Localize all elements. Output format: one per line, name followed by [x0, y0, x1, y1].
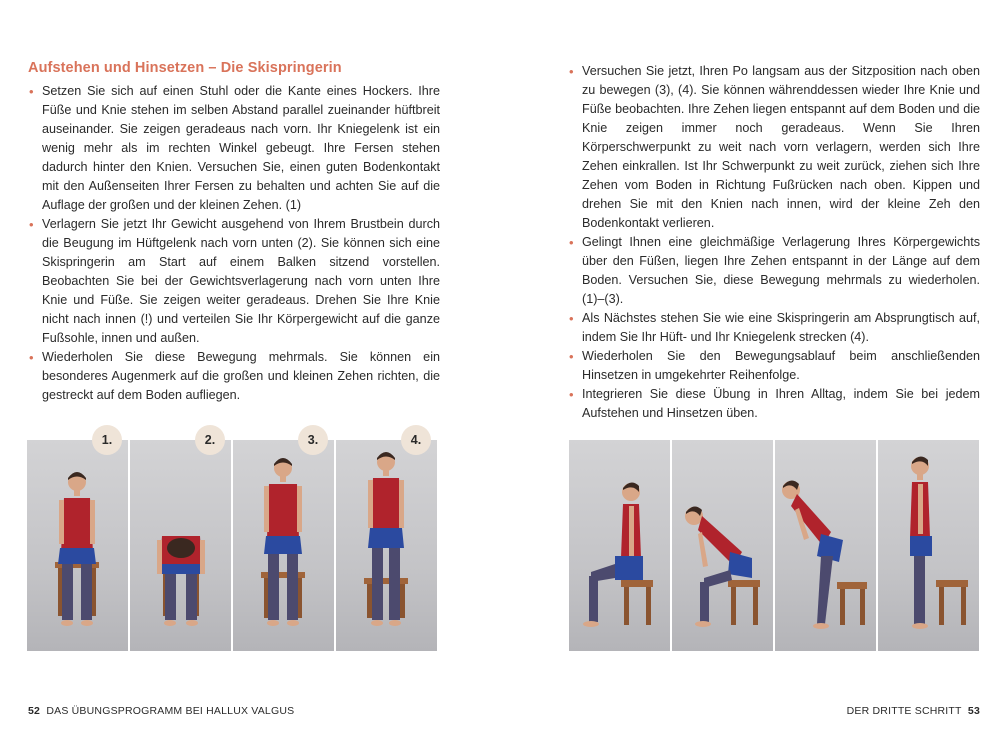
step-badge-1: 1. [92, 425, 122, 455]
woman-leaning-side-illustration [672, 440, 773, 651]
woman-rising-side-illustration [775, 440, 876, 651]
front-view-photo-strip [27, 440, 437, 651]
woman-seated-front-illustration [27, 440, 128, 651]
woman-rising-front-illustration [233, 440, 334, 651]
right-bullet-list [568, 62, 980, 423]
step-badge-2: 2. [195, 425, 225, 455]
section-heading: Aufstehen und Hinsetzen – Die Skispringerin [28, 60, 342, 76]
bullet-item: • Als Nächstes stehen Sie wie eine Skispringerin am Absprungtisch auf, indem Sie Ihr Hüft- und Ihr Kniegelenk strecken (4). [568, 309, 980, 347]
bullet-item: • Integrieren Sie diese Übung in Ihren Alltag, indem Sie bei jedem Aufstehen und Hinsetzen üben. [568, 385, 980, 423]
left-bullet-list [28, 82, 440, 405]
photo-side-leaning [672, 440, 773, 651]
page-footer-right [847, 705, 980, 717]
woman-standing-side-illustration [878, 440, 979, 651]
woman-seated-side-illustration [569, 440, 670, 651]
bullet-item: • Verlagern Sie jetzt Ihr Gewicht ausgehend von Ihrem Brustbein durch die Beugung im Hüftgelenk nach vorn unten (2). Sie können sich eine Skispringerin am Start auf einem Balken sitzend vorstellen. Beobachten Sie bei der Gewichtsverlagerung nach vorn unten Ihre Knie und Füße. Sie zeigen weiter geradeaus. Drehen Sie Ihre Knie nicht nach innen (!) und verteilen Sie Ihr Körpergewicht auf die ganze Fußsohle, innen und außen. [28, 215, 440, 348]
step-badge-4: 4. [401, 425, 431, 455]
running-footer: DER DRITTE SCHRITT [846, 705, 962, 717]
photo-front-seated [27, 440, 128, 651]
page-footer-left [28, 705, 294, 717]
page-number: 53 [967, 705, 980, 717]
photo-side-seated [569, 440, 670, 651]
photo-side-rising [775, 440, 876, 651]
photo-front-bending [130, 440, 231, 651]
step-badge-3: 3. [298, 425, 328, 455]
bullet-item: • Wiederholen Sie den Bewegungsablauf beim anschließenden Hinsetzen in umgekehrter Reihenfolge. [568, 347, 980, 385]
photo-side-standing [878, 440, 979, 651]
right-page [504, 0, 1008, 738]
photo-front-rising [233, 440, 334, 651]
running-footer: DAS ÜBUNGSPROGRAMM BEI HALLUX VALGUS [46, 705, 295, 717]
bullet-item: • Setzen Sie sich auf einen Stuhl oder die Kante eines Hockers. Ihre Füße und Knie stehen im selben Abstand parallel zueinander hüftbreit auseinander. Sie zeigen geradeaus nach vorn. Ihr Kniegelenk ist ein wenig mehr als im rechten Winkel gebeugt. Ihre Fersen stehen dadurch hinter den Knien. Versuchen Sie, einen guten Bodenkontakt mit den Außenseiten Ihrer Fersen zu behalten und achten Sie auf die Auflage der großen und der kleinen Zehen. (1) [28, 82, 440, 215]
woman-standing-front-illustration [336, 440, 437, 651]
woman-bending-front-illustration [130, 440, 231, 651]
page-number: 52 [28, 705, 41, 717]
side-view-photo-strip [569, 440, 979, 651]
bullet-item: • Wiederholen Sie diese Bewegung mehrmals. Sie können ein besonderes Augenmerk auf die großen und kleinen Zehen richten, die gestreckt auf dem Boden aufliegen. [28, 348, 440, 405]
bullet-item: • Versuchen Sie jetzt, Ihren Po langsam aus der Sitzposition nach oben zu bewegen (3), (4). Sie können währenddessen wieder Ihre Knie und Füße beobachten. Ihre Zehen liegen entspannt auf dem Boden und die Knie zeigen immer noch geradeaus. Wenn Sie Ihren Körperschwerpunkt zu weit nach vorn verlagern, werden sich Ihre Zehen einkrallen. Ist Ihr Schwerpunkt zu weit zurück, ziehen sich Ihre Zehen vom Boden in Richtung Fußrücken nach oben. Kippen und drehen Sie mit den Knien nach innen, wird der kleine Zeh den Bodenkontakt verlieren. [568, 62, 980, 233]
photo-front-standing [336, 440, 437, 651]
bullet-item: • Gelingt Ihnen eine gleichmäßige Verlagerung Ihres Körpergewichts über den Füßen, liegen Ihre Zehen entspannt in der Länge auf dem Boden. Versuchen Sie, diese Bewegung mehrmals zu wiederholen. (1)–(3). [568, 233, 980, 309]
